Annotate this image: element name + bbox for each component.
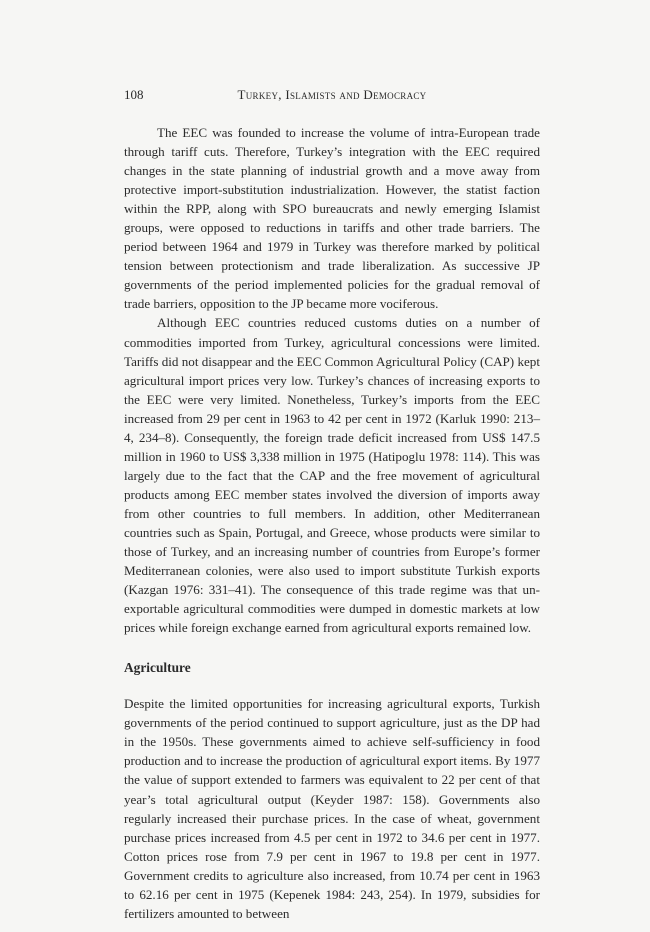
paragraph-eec-trade: Although EEC countries reduced customs duties on a number of commodities imported from Turkey, agricultural concessions were limited. Tariffs did not disappear and the EEC Common Agricultural Policy (CAP) kept agricultural import prices very low. Turkey’s chances of increasing exports to the EEC were very limited. Nonetheless, Turkey’s imports from the EEC increased from 29 per cent in 1963 to 42 per cent in 1972 (Karluk 1990: 213–4, 234–8). Consequently, the foreign trade deficit increased from US$ 147.5 million in 1960 to US$ 3,338 million in 1975 (Hatipoglu 1978: 114). This was largely due to the fact that the CAP and the free movement of agricultural products among EEC member states involved the diversion of imports away from other countries to full members. In addition, other Mediterranean countries such as Spain, Portugal, and Greece, whose products were similar to those of Turkey, and an increasing number of countries from Europe’s former Mediterranean colonies, were also used to import substitute Turkish exports (Kazgan 1976: 331–41). The consequence of this trade regime was that un-exportable agricultural commodities were dumped in domestic markets at low prices while foreign exchange earned from agricultural exports remained low.: [124, 315, 540, 636]
paragraph-eec-founding: The EEC was founded to increase the volume of intra-European trade through tariff cuts. Therefore, Turkey’s integration with the EEC required changes in the state planning of industrial growth and a move away from protective import-substitution industrialization. However, the statist faction within the RPP, along with SPO bureaucrats and newly emerging Islamist groups, were opposed to reductions in tariffs and other trade barriers. The period between 1964 and 1979 in Turkey was therefore marked by political tension between protectionism and trade liberalization. As successive JP governments of the period implemented policies for the gradual removal of trade barriers, opposition to the JP became more vociferous.: [124, 125, 540, 312]
running-title: Turkey, Islamists and Democracy: [237, 87, 427, 102]
page-number: 108: [124, 87, 144, 102]
running-head: [124, 85, 540, 105]
paragraph-agriculture: Despite the limited opportunities for increasing agricultural exports, Turkish governments of the period continued to support agriculture, just as the DP had in the 1950s. These governments aimed to achieve self-sufficiency in food production and to increase the production of agricultural export items. By 1977 the value of support extended to farmers was equivalent to 22 per cent of that year’s total agricultural output (Keyder 1987: 158). Governments also regularly increased their purchase prices. In the case of wheat, government purchase prices increased from 4.5 per cent in 1972 to 34.6 per cent in 1977. Cotton prices rose from 7.9 per cent in 1967 to 19.8 per cent in 1977. Government credits to agriculture also increased, from 10.74 per cent in 1963 to 62.16 per cent in 1975 (Kepenek 1984: 243, 254). In 1979, subsidies for fertilizers amounted to between: [124, 696, 540, 921]
section-heading-agriculture: Agriculture: [124, 660, 191, 676]
body-text: [124, 123, 540, 923]
